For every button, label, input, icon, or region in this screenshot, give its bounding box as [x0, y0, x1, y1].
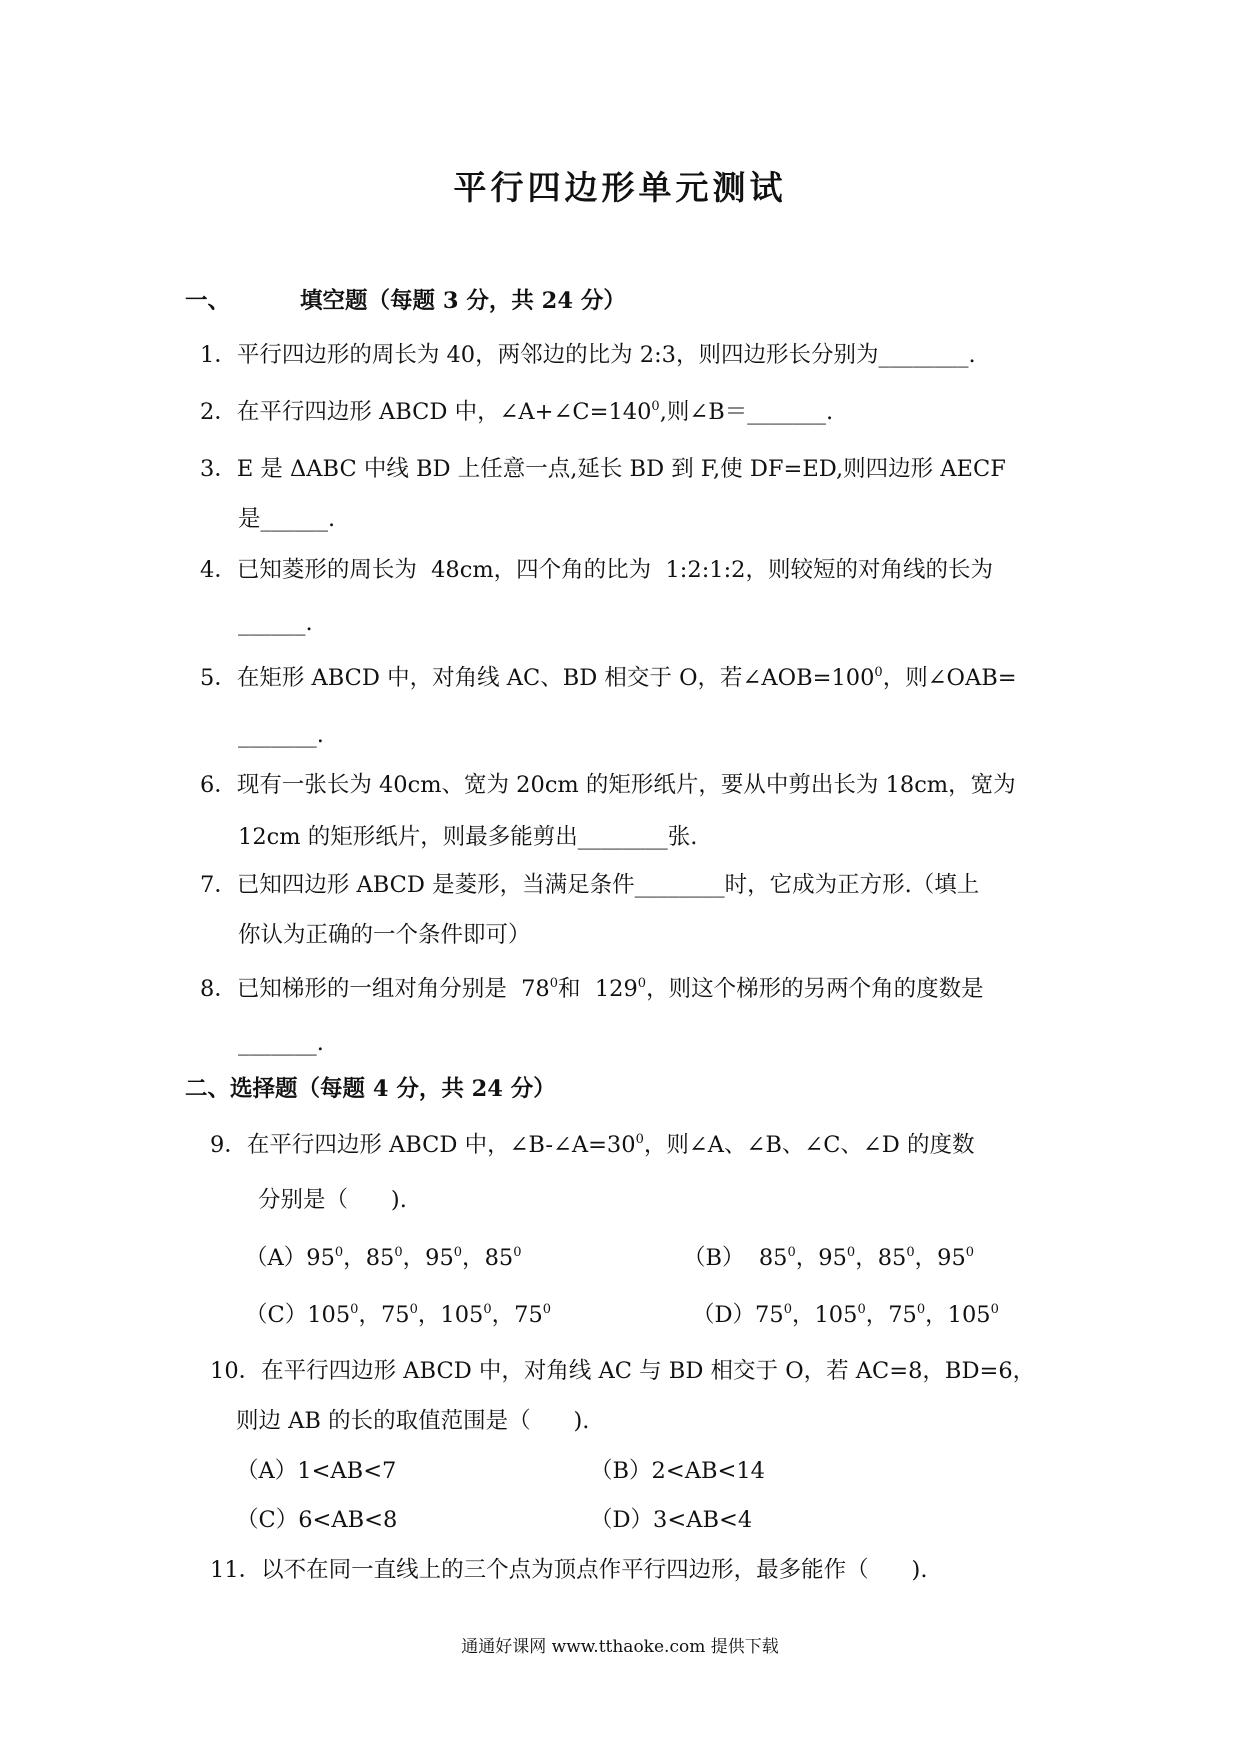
question-6-line-1: 6．现有一张长为 40cm、宽为 20cm 的矩形纸片，要从中剪出长为 18cm，宽为: [200, 772, 1016, 798]
section-1-number: 一、: [185, 288, 231, 314]
question-2-text-b: ,则∠B＝_______.: [659, 399, 834, 425]
question-1: 1．平行四边形的周长为 40，两邻边的比为 2:3，则四边形长分别为________.: [200, 342, 976, 368]
section-1-heading: [185, 286, 626, 316]
section-1-label: 填空题（每题 3 分，共 24 分）: [300, 288, 626, 314]
question-9-option-a: $(A)95^0$，$85^0$，$95^0$，$85^0$: [245, 1245, 522, 1271]
question-7-line-2: 你认为正确的一个条件即可）: [238, 922, 531, 948]
question-5-text-a: 5．在矩形 ABCD 中，对角线 AC、BD 相交于 O，若∠AOB=100: [200, 665, 875, 691]
question-3-line-1: 3．E 是 ΔABC 中线 BD 上任意一点,延长 BD 到 F,使 DF=ED,则四边形 AECF: [200, 456, 1006, 482]
degree-superscript: 0: [637, 976, 647, 991]
question-10-option-d: （D）3<AB<4: [590, 1507, 753, 1533]
question-8-line-1: [200, 974, 984, 1008]
question-9-text-b: ，则∠A、∠B、∠C、∠D 的度数: [643, 1132, 975, 1158]
question-9-line-2: 分别是（ ).: [258, 1187, 407, 1213]
footer-source: 通通好课网 www.tthaoke.com 提供下载: [461, 1637, 779, 1657]
question-7-line-1: 7．已知四边形 ABCD 是菱形，当满足条件________时，它成为正方形.（填上: [200, 872, 980, 898]
question-5-line-1: [200, 663, 1017, 697]
question-10-option-b: （B）2<AB<14: [590, 1458, 765, 1484]
question-10-option-c: （C）6<AB<8: [236, 1507, 398, 1533]
question-2: [200, 397, 833, 431]
question-2-text-a: 2．在平行四边形 ABCD 中，∠A+∠C=140: [200, 399, 652, 425]
degree-superscript: 0: [874, 665, 883, 680]
question-9-option-d: $(D)75^0$，$105^0$，$75^0$，$105^0$: [692, 1302, 999, 1328]
question-10-line-2: 则边 AB 的长的取值范围是（ ).: [236, 1408, 590, 1434]
degree-superscript: 0: [549, 976, 559, 991]
question-10-option-a: （A）1<AB<7: [236, 1458, 397, 1484]
question-9-text-a: 9．在平行四边形 ABCD 中，∠B-∠A=30: [210, 1132, 636, 1158]
question-8-line-2: _______.: [238, 1030, 324, 1056]
question-8-text-b: 和 129: [558, 976, 638, 1002]
section-2-heading: 二、选择题（每题 4 分，共 24 分）: [185, 1076, 556, 1102]
degree-superscript: 0: [635, 1132, 644, 1147]
question-8-text-a: 8．已知梯形的一组对角分别是 78: [200, 976, 550, 1002]
question-9-option-c: $(C)105^0$，$75^0$，$105^0$，$75^0$: [245, 1302, 552, 1328]
question-9-line-1: [210, 1130, 974, 1164]
question-6-line-2: 12cm 的矩形纸片，则最多能剪出________张.: [238, 824, 698, 850]
question-9-option-b: （B） $85^0$，$95^0$，$85^0$，$95^0$: [683, 1245, 975, 1271]
question-4-line-2: ______.: [238, 610, 313, 636]
question-8-text-c: ，则这个梯形的另两个角的度数是: [646, 976, 984, 1002]
question-5-text-b: ，则∠OAB=: [882, 665, 1017, 691]
page-title: 平行四边形单元测试: [453, 168, 787, 207]
question-4-line-1: 4．已知菱形的周长为 48cm，四个角的比为 1:2:1:2，则较短的对角线的长为: [200, 557, 993, 583]
question-11: 11．以不在同一直线上的三个点为顶点作平行四边形，最多能作（ ).: [210, 1557, 928, 1583]
question-5-line-2: _______.: [238, 722, 324, 748]
question-10-line-1: 10．在平行四边形 ABCD 中，对角线 AC 与 BD 相交于 O，若 AC=8，BD=6，: [210, 1358, 1036, 1384]
degree-superscript: 0: [651, 399, 660, 414]
question-3-line-2: 是______.: [238, 506, 336, 532]
